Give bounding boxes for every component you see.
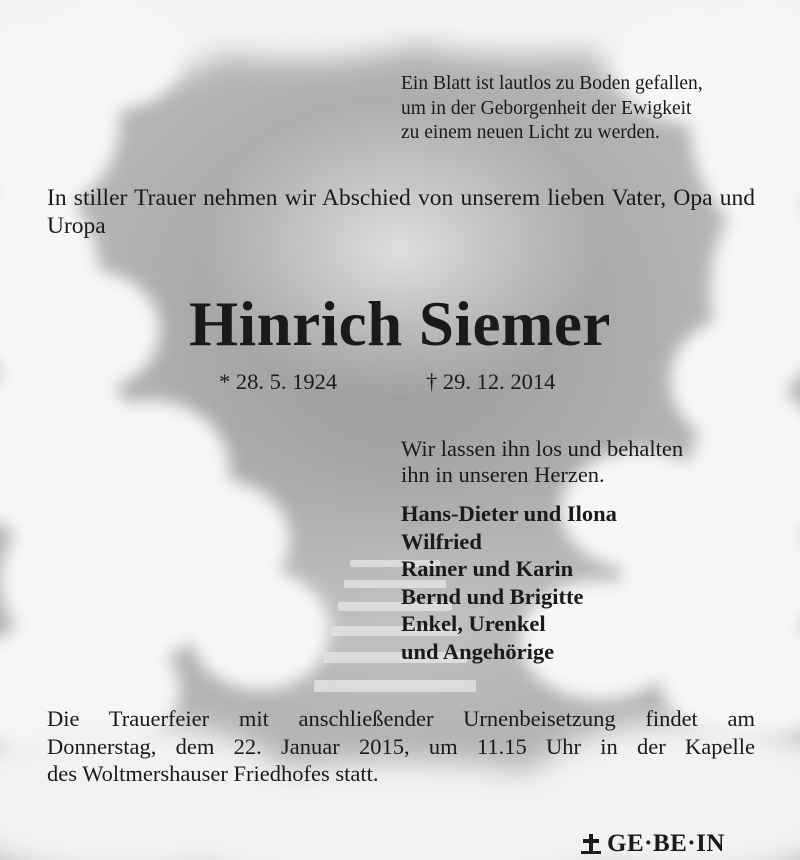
funeral-line: Die Trauerfeier mit anschließender Urnenbeisetzung findet am [47, 706, 755, 731]
mourner-entry: Bernd und Brigitte [401, 583, 584, 609]
mourner-entry: und Angehörige [401, 638, 555, 664]
mourner-entry: Wilfried [401, 528, 482, 554]
funeral-line: des Woltmershauser Friedhofes statt. [47, 761, 379, 786]
poem-quote [401, 72, 703, 146]
release-line: ihn in unseren Herzen. [401, 462, 605, 487]
mourners-list [401, 500, 617, 665]
mourner-entry: Rainer und Karin [401, 556, 574, 581]
poem-line: um in der Geborgenheit der Ewigkeit [401, 97, 692, 119]
mourner-entry: Enkel, Urenkel [401, 611, 546, 636]
mourner-entry: Hans-Dieter und Ilona [401, 501, 617, 526]
death-date: † 29. 12. 2014 [426, 369, 556, 394]
funeral-details [47, 705, 755, 788]
cross-logo-icon [581, 833, 601, 855]
deceased-name: Hinrich Siemer [189, 289, 611, 359]
publisher-logo [581, 830, 725, 857]
release-text [401, 436, 683, 488]
intro-text: In stiller Trauer nehmen wir Abschied von unserem lieben Vater, Opa und Uropa [47, 185, 755, 239]
funeral-line: Donnerstag, dem 22. Januar 2015, um 11.15 Uhr in der Kapelle [47, 733, 755, 759]
logo-text: GE·BE·IN [607, 829, 725, 857]
birth-date: * 28. 5. 1924 [219, 369, 338, 394]
poem-line: zu einem neuen Licht zu werden. [401, 122, 660, 143]
release-line: Wir lassen ihn los und behalten [401, 436, 684, 461]
poem-line: Ein Blatt ist lautlos zu Boden gefallen, [401, 73, 703, 94]
